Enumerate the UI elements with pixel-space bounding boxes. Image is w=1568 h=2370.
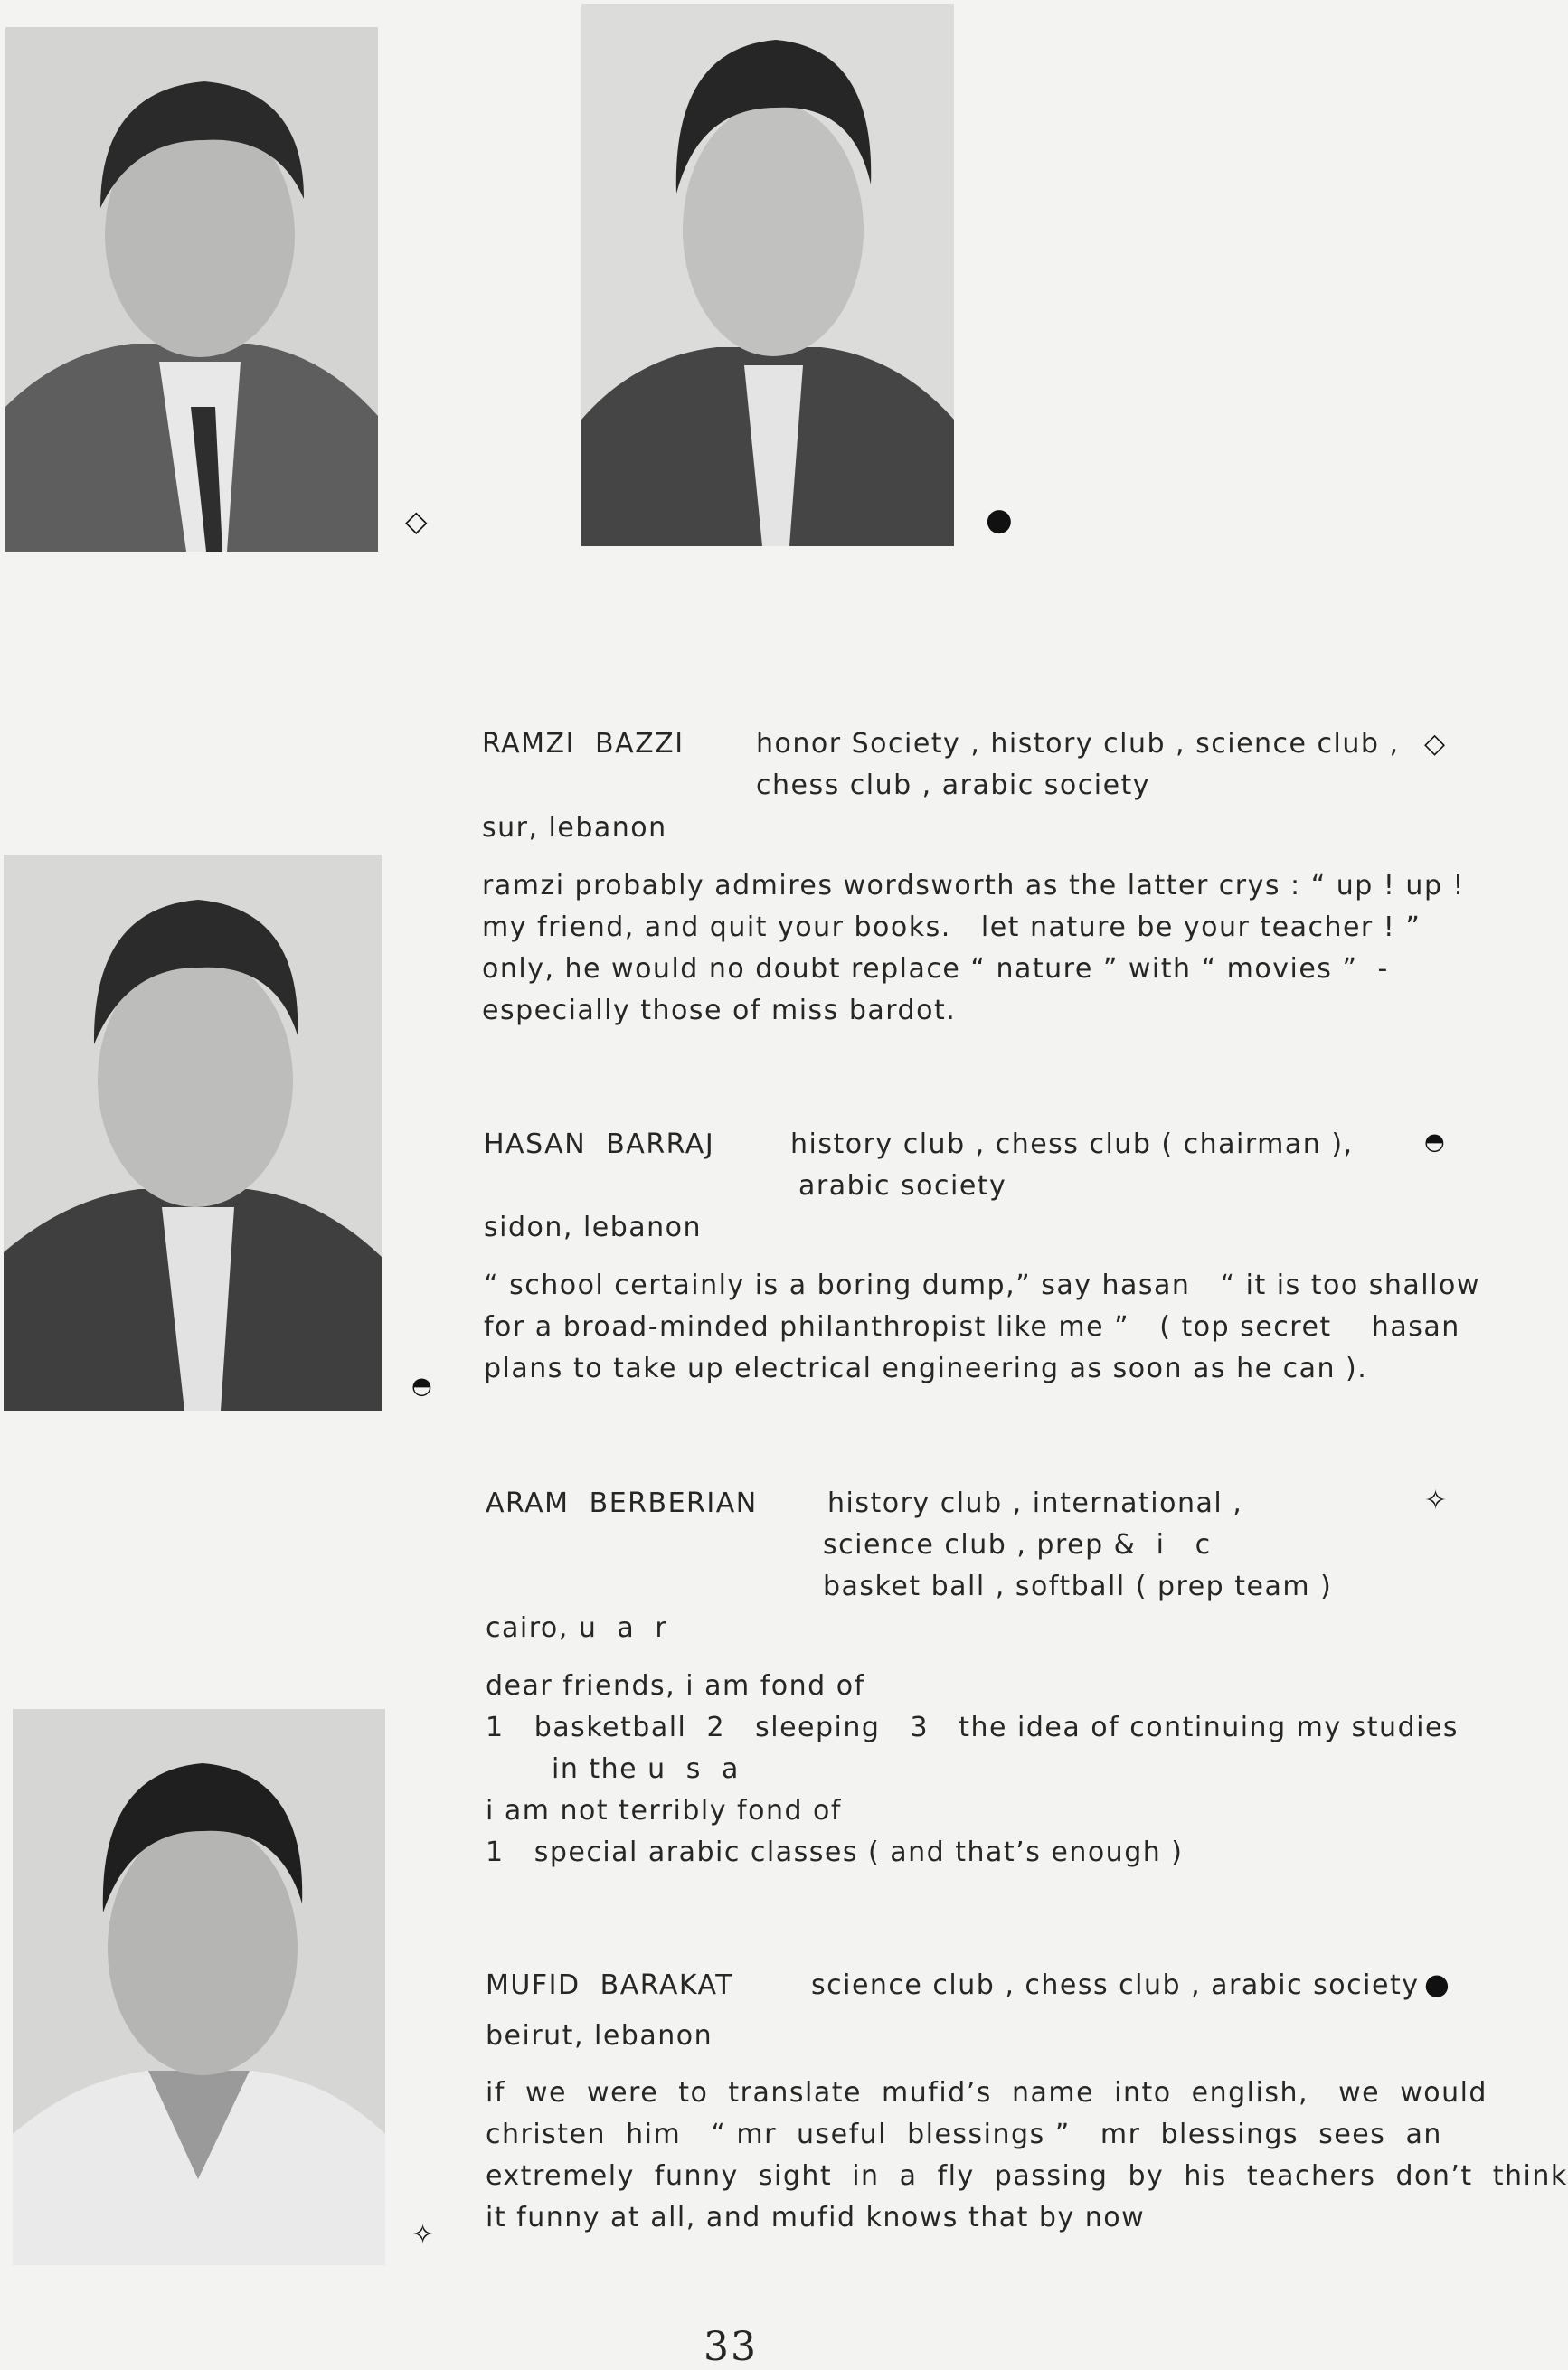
entry-activities: history club , chess club ( chairman ), <box>790 1128 1354 1160</box>
entry-name: RAMZI BAZZI <box>482 728 685 760</box>
entry-bio-line: christen him “ mr useful blessings ” mr blessings sees an <box>486 2119 1442 2150</box>
entry-hometown: cairo, u a r <box>486 1612 668 1644</box>
portrait-photo-hasan-barraj <box>581 4 954 546</box>
dot-icon: ● <box>1424 1967 1450 2001</box>
entry-bio-line: for a broad-minded philanthropist like me ” ( top secret hasan <box>484 1311 1460 1343</box>
entry-bio-line: extremely funny sight in a fly passing by his teachers don’t think <box>486 2160 1568 2192</box>
entry-activities: arabic society <box>798 1170 1007 1202</box>
entry-bio-line: it funny at all, and mufid knows that by now <box>486 2202 1146 2233</box>
entry-bio-line: plans to take up electrical engineering as soon as he can ). <box>484 1353 1368 1384</box>
portrait-photo-ramzi-bazzi <box>5 27 378 552</box>
entry-bio-line: “ school certainly is a boring dump,” say hasan “ it is too shallow <box>484 1270 1480 1301</box>
entry-hometown: beirut, lebanon <box>486 2020 713 2052</box>
half-circle-icon: ◓ <box>411 1373 432 1400</box>
entry-activities: honor Society , history club , science club , <box>756 728 1400 760</box>
entry-activities: science club , prep & i c <box>823 1529 1212 1561</box>
entry-hometown: sur, lebanon <box>482 812 667 844</box>
entry-activities: history club , international , <box>827 1487 1243 1519</box>
star-icon: ✧ <box>1424 1485 1448 1516</box>
dot-icon: ● <box>986 502 1013 538</box>
entry-name: ARAM BERBERIAN <box>486 1487 758 1519</box>
entry-bio-line: in the u s a <box>552 1753 740 1785</box>
portrait-photo-aram-berberian <box>4 855 382 1411</box>
entry-bio-line: 1 basketball 2 sleeping 3 the idea of continuing my studies <box>486 1712 1459 1743</box>
entry-bio-line: i am not terribly fond of <box>486 1795 842 1827</box>
entry-name: HASAN BARRAJ <box>484 1128 715 1160</box>
entry-bio-line: only, he would no doubt replace “ nature ” with “ movies ” - <box>482 953 1389 985</box>
entry-bio-line: dear friends, i am fond of <box>486 1670 865 1702</box>
entry-bio-line: my friend, and quit your books. let nature be your teacher ! ” <box>482 911 1422 943</box>
entry-activities: basket ball , softball ( prep team ) <box>823 1571 1333 1602</box>
entry-bio-line: especially those of miss bardot. <box>482 995 957 1026</box>
diamond-icon: ◇ <box>405 504 428 538</box>
page-number: 33 <box>704 2324 758 2370</box>
half-circle-icon: ◓ <box>1424 1128 1445 1156</box>
portrait-photo-mufid-barakat <box>13 1709 385 2265</box>
star-icon: ✧ <box>411 2219 435 2251</box>
entry-bio-line: 1 special arabic classes ( and that’s enough ) <box>486 1837 1184 1868</box>
entry-activities: chess club , arabic society <box>756 770 1151 801</box>
entry-hometown: sidon, lebanon <box>484 1212 703 1243</box>
entry-name: MUFID BARAKAT <box>486 1969 734 2001</box>
entry-bio-line: if we were to translate mufid’s name into english, we would <box>486 2077 1488 2109</box>
entry-activities: science club , chess club , arabic society <box>811 1969 1420 2001</box>
entry-bio-line: ramzi probably admires wordsworth as the latter crys : “ up ! up ! <box>482 870 1466 902</box>
diamond-icon: ◇ <box>1424 728 1446 760</box>
